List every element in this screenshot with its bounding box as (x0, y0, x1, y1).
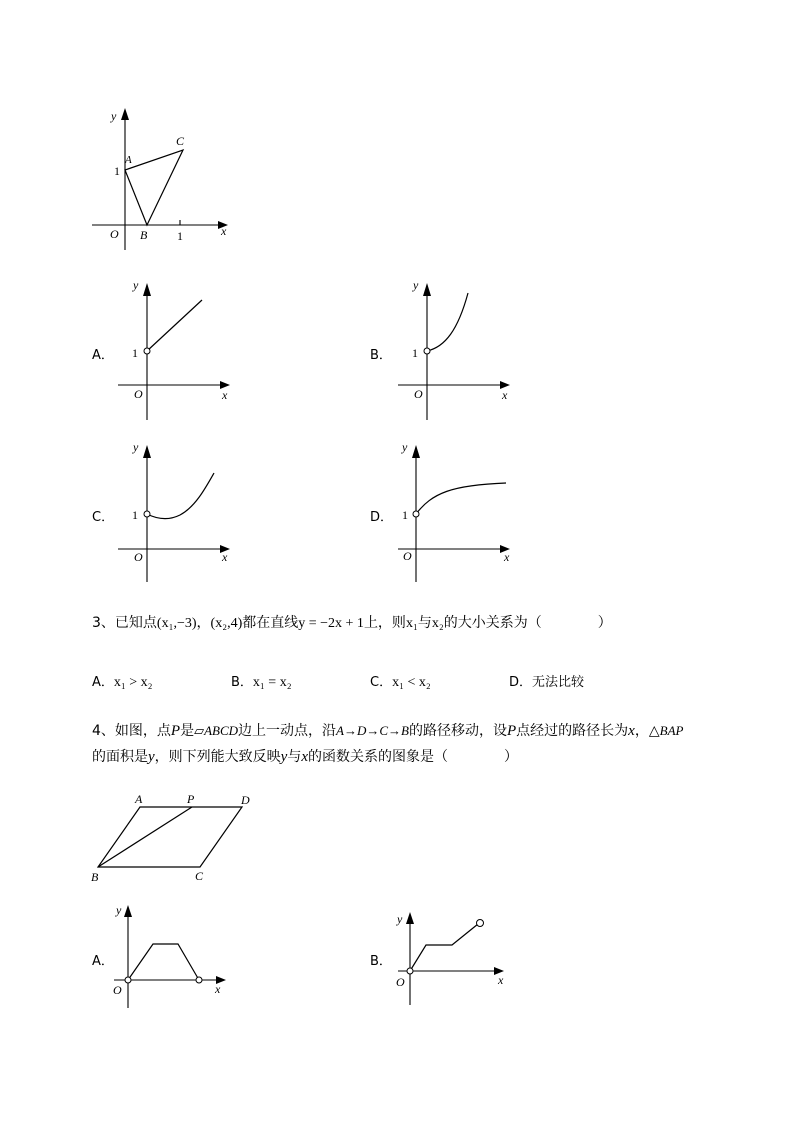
origin-label: O (134, 550, 143, 564)
y-axis-arrow-icon (412, 445, 420, 458)
point-p-label: P (187, 792, 195, 806)
point-d-label: D (241, 793, 250, 807)
origin-label: O (403, 549, 412, 563)
q4-path: A→D→C→B (336, 723, 409, 738)
q4-text-10: 的函数关系的图象是（ ） (308, 749, 519, 765)
q4-option-a-graph[interactable] (108, 898, 238, 1013)
triangle-abc-figure (90, 100, 250, 260)
q3-option-a-expr: x₁ > x₂ (113, 675, 153, 690)
y-axis-label: y (397, 912, 403, 926)
q3-x1: x₁ (405, 616, 418, 631)
q4-text-8: ，则下列能大致反映 (154, 749, 281, 765)
x-axis-label: x (221, 224, 227, 238)
q4-text-1: 如图，点 (114, 723, 171, 739)
x-axis-label: x (502, 388, 508, 402)
q4-text-4: 的路径移动，设 (409, 723, 507, 739)
origin-label: O (113, 983, 122, 997)
q4-text-7: 的面积是 (92, 749, 148, 765)
q4-point-p-2: P (507, 723, 517, 739)
open-point-icon (144, 348, 150, 354)
q3-option-d-expr: 无法比较 (532, 675, 585, 690)
q3-text-5: 的大小关系为（ ） (443, 615, 612, 631)
q4-number: 4、 (92, 723, 115, 739)
q3-point-1: (x₁,−3) (156, 616, 197, 631)
x-axis-label: x (504, 550, 510, 564)
q2-option-c-graph[interactable] (110, 437, 240, 587)
q4-option-b-graph[interactable] (390, 905, 520, 1010)
y-tick-label: 1 (114, 164, 120, 178)
segment-bp (98, 807, 192, 867)
y-axis-label: y (133, 278, 139, 292)
y-axis-label: y (111, 109, 117, 123)
point-b-label: B (91, 870, 99, 884)
point-b-label: B (140, 228, 148, 242)
q4-option-a-label[interactable]: A． (92, 954, 114, 969)
q2-option-b-label[interactable]: B． (370, 348, 392, 363)
graph-curve (128, 944, 199, 980)
y-tick-label: 1 (132, 346, 138, 360)
q3-x2: x₂ (431, 616, 444, 631)
open-point-start-icon (125, 977, 131, 983)
q2-option-c-label[interactable]: C． (92, 510, 115, 525)
q4-text-2: 是 (180, 723, 195, 739)
q4-var-x: x (628, 723, 635, 739)
y-tick-label: 1 (402, 508, 408, 522)
q3-question (92, 612, 612, 632)
q4-var-y-2: y (280, 749, 288, 765)
open-point-icon (144, 511, 150, 517)
q3-option-c-label: C． (370, 675, 393, 690)
origin-label: O (414, 387, 423, 401)
q4-text-6: ，△ (634, 723, 660, 739)
q3-number: 3、 (92, 615, 115, 631)
origin-label: O (396, 975, 405, 989)
y-axis-arrow-icon (121, 108, 129, 120)
q4-question-line-2 (92, 746, 518, 766)
q3-option-d-label: D． (509, 675, 533, 690)
q4-question-line-1 (92, 720, 683, 740)
y-tick-label: 1 (132, 508, 138, 522)
graph-curve (410, 924, 478, 971)
point-c-label: C (176, 134, 185, 148)
x-axis-label: x (498, 973, 504, 987)
q4-parallelogram-name: ▱ABCD (194, 723, 239, 738)
q4-var-x-2: x (301, 749, 309, 765)
q3-text-3: 上，则 (363, 615, 406, 631)
q4-triangle-name: BAP (659, 723, 684, 738)
open-point-end-icon (196, 977, 202, 983)
q2-option-b-graph[interactable] (390, 275, 520, 425)
q4-var-y: y (148, 749, 155, 765)
q4-text-5: 点经过的路径长为 (516, 723, 629, 739)
q2-option-a-graph[interactable] (110, 275, 240, 425)
open-point-end-icon (477, 920, 484, 927)
graph-curve (416, 483, 506, 514)
q3-option-a[interactable] (92, 671, 153, 691)
x-axis-label: x (222, 388, 228, 402)
y-axis-arrow-icon (143, 283, 151, 296)
q4-text-9: 与 (287, 749, 302, 765)
y-axis-label: y (133, 440, 139, 454)
q3-separator: ， (196, 615, 211, 631)
graph-curve (147, 300, 202, 351)
q3-option-b-expr: x₁ = x₂ (252, 675, 292, 690)
y-tick-label: 1 (412, 346, 418, 360)
parallelogram-abcd (98, 807, 242, 867)
parallelogram-abcd-figure (88, 790, 268, 890)
q4-text-3: 边上一动点，沿 (238, 723, 337, 739)
q4-point-p: P (170, 723, 181, 739)
q2-option-d-label[interactable]: D． (370, 510, 394, 525)
q3-point-2: (x₂,4) (210, 616, 243, 631)
q2-option-a-label[interactable]: A． (92, 348, 114, 363)
y-axis-label: y (413, 278, 419, 292)
point-a-label: A (135, 792, 143, 806)
q3-option-a-label: A． (92, 675, 114, 690)
y-axis-arrow-icon (423, 283, 431, 296)
y-axis-label: y (402, 440, 408, 454)
q2-option-d-graph[interactable] (390, 437, 520, 587)
y-axis-label: y (116, 903, 122, 917)
open-point-icon (424, 348, 430, 354)
origin-label: O (110, 227, 119, 241)
q3-text-1: 已知点 (114, 615, 157, 631)
y-axis-arrow-icon (143, 445, 151, 458)
q3-option-b[interactable] (231, 671, 292, 691)
open-point-icon (413, 511, 419, 517)
q3-option-c[interactable] (370, 671, 431, 691)
point-a-label: A (125, 154, 132, 166)
x-axis-label: x (222, 550, 228, 564)
x-tick-label: 1 (177, 229, 183, 243)
y-axis-arrow-icon (124, 905, 132, 917)
q3-option-d[interactable] (509, 671, 584, 690)
origin-label: O (134, 387, 143, 401)
point-c-label: C (195, 869, 204, 883)
x-axis-label: x (215, 982, 221, 996)
triangle-abc (125, 150, 183, 225)
q3-text-2: 都在直线 (242, 615, 299, 631)
graph-curve (427, 293, 468, 351)
q4-option-b-label[interactable]: B． (370, 954, 392, 969)
q3-text-4: 与 (417, 615, 432, 631)
q3-option-c-expr: x₁ < x₂ (392, 675, 431, 690)
graph-curve (147, 473, 214, 519)
open-point-start-icon (407, 968, 413, 974)
y-axis-arrow-icon (406, 912, 414, 924)
q3-line-equation: y = −2x + 1 (298, 616, 364, 631)
q3-option-b-label: B． (231, 675, 253, 690)
